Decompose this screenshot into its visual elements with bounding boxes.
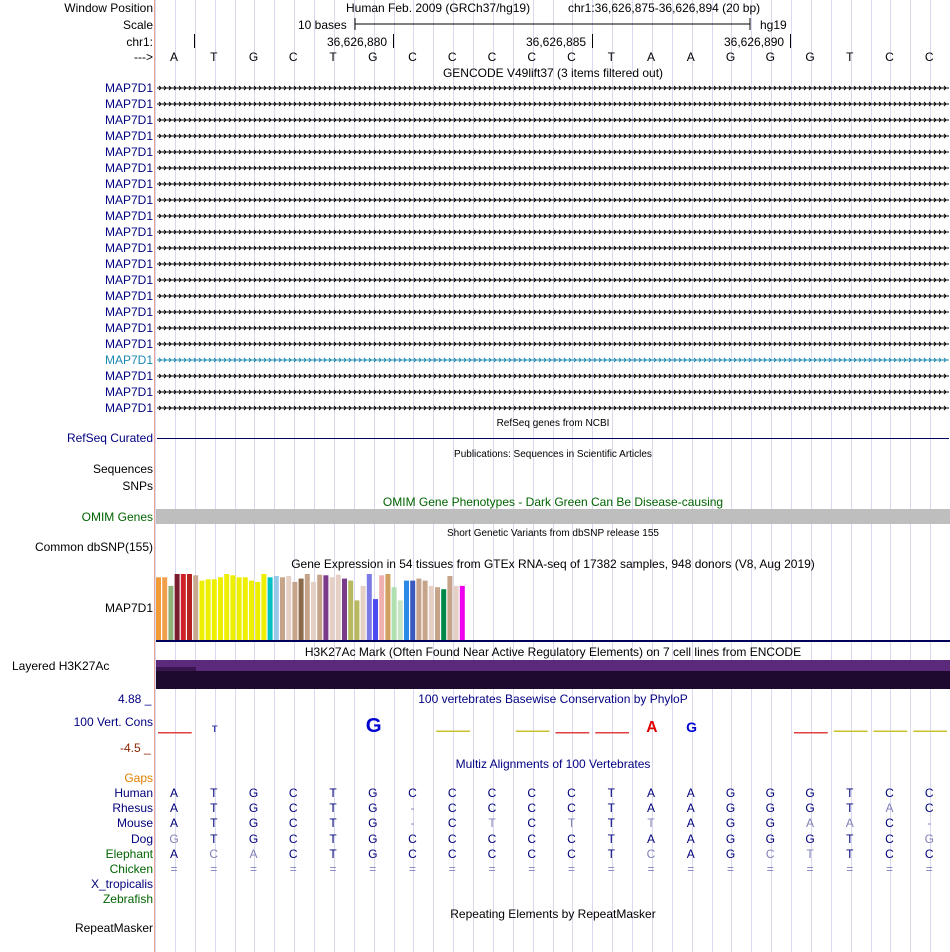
gtex-bar-37 [385, 574, 390, 640]
gtex-track-title[interactable]: Gene Expression in 54 tissues from GTEx RNA-seq of 17382 samples, 948 donors (V8, Aug 2019) [291, 557, 815, 571]
multiz-species-label[interactable]: Mouse [116, 816, 153, 831]
multiz-base: T [210, 801, 218, 816]
gencode-gene-model[interactable] [157, 353, 949, 367]
multiz-base: = [766, 862, 774, 876]
multiz-base: = [249, 862, 257, 876]
multiz-base: C [527, 831, 537, 846]
multiz-base: G [924, 831, 934, 846]
phylop-bar-7 [436, 731, 470, 733]
phylop-letter-13: G [686, 719, 698, 735]
ruler-tick-0 [194, 34, 195, 48]
phylop-bar-9 [516, 731, 550, 733]
gencode-gene-label[interactable]: MAP7D1 [104, 337, 153, 351]
omim-track-title[interactable]: OMIM Gene Phenotypes - Dark Green Can Be Disease-causing [382, 495, 724, 509]
chrom-label: chr1: [126, 35, 153, 49]
gtex-bar-13 [237, 577, 242, 640]
multiz-base: A [845, 816, 854, 831]
multiz-base: C [527, 801, 537, 816]
gtex-bar-40 [404, 581, 409, 640]
refseq-track-title[interactable]: RefSeq genes from NCBI [496, 418, 610, 429]
gtex-bar-4 [181, 574, 186, 640]
multiz-base: G [248, 786, 259, 800]
multiz-base: = [885, 862, 893, 876]
multiz-base: G [725, 801, 736, 816]
multiz-base: T [846, 801, 854, 816]
base-7: C [447, 50, 457, 64]
gencode-gene-label[interactable]: MAP7D1 [104, 225, 153, 239]
phylop-letter-12: A [646, 719, 658, 736]
gtex-bar-2 [168, 586, 173, 640]
multiz-base: = [607, 862, 615, 876]
multiz-base: T [607, 816, 615, 831]
multiz-base: G [805, 831, 815, 846]
multiz-base: A [169, 786, 178, 800]
multiz-base: A [686, 801, 695, 816]
multiz-base: G [248, 816, 259, 831]
ruler-tick-3 [790, 34, 791, 48]
multiz-base: T [329, 786, 337, 800]
position-text: chr1:36,626,875-36,626,894 (20 bp) [568, 1, 761, 15]
gencode-gene-label[interactable]: MAP7D1 [104, 385, 153, 399]
gtex-bar-1 [162, 577, 167, 640]
gencode-gene-model[interactable] [157, 113, 949, 127]
multiz-base: C [288, 816, 298, 831]
base-1: T [210, 50, 218, 64]
multiz-base: = [170, 862, 178, 876]
multiz-base: T [607, 846, 615, 861]
base-10: C [567, 50, 576, 64]
gencode-gene-label[interactable]: MAP7D1 [104, 321, 153, 335]
gtex-bar-chart[interactable] [156, 572, 950, 642]
multiz-base: C [924, 846, 934, 861]
multiz-base: C [885, 816, 894, 831]
multiz-base: A [169, 816, 178, 831]
gencode-gene-label[interactable]: MAP7D1 [104, 369, 153, 383]
gencode-gene-label[interactable]: MAP7D1 [104, 257, 153, 271]
gencode-gene-label[interactable]: MAP7D1 [104, 289, 153, 303]
multiz-base: C [408, 786, 417, 800]
snps-label[interactable]: SNPs [122, 479, 153, 493]
gencode-gene-label[interactable]: MAP7D1 [104, 177, 153, 191]
multiz-base: = [846, 862, 854, 876]
multiz-base: C [527, 786, 537, 800]
multiz-base: G [368, 831, 378, 846]
scale-label: Scale [122, 18, 153, 32]
multiz-base: A [805, 816, 814, 831]
gtex-bar-45 [435, 587, 440, 640]
multiz-base: T [607, 801, 615, 816]
multiz-species-label[interactable]: Human [114, 786, 153, 800]
multiz-base: T [567, 816, 576, 831]
phylop-bar-0 [158, 732, 192, 734]
gencode-gene-label[interactable]: MAP7D1 [104, 97, 153, 111]
multiz-base: G [248, 801, 259, 816]
phylop-bar-16 [794, 732, 828, 734]
gtex-bar-28 [330, 577, 335, 640]
gtex-bar-29 [336, 575, 341, 640]
gencode-gene-model[interactable] [157, 289, 949, 303]
base-11: T [607, 50, 615, 64]
gtex-bar-43 [423, 581, 428, 640]
multiz-base: A [686, 816, 695, 831]
gtex-bar-32 [354, 600, 359, 640]
gtex-bar-47 [447, 576, 452, 640]
gtex-gene-model [156, 640, 950, 642]
multiz-base: = [687, 862, 695, 876]
scale-bases: 10 bases [298, 18, 347, 32]
multiz-base: C [487, 801, 497, 816]
gtex-bar-24 [305, 574, 310, 640]
multiz-base: C [527, 816, 537, 831]
gtex-bar-39 [398, 600, 403, 640]
multiz-base: = [647, 862, 655, 876]
gtex-bar-21 [286, 576, 291, 640]
base-6: C [408, 50, 417, 64]
gtex-bar-11 [224, 574, 229, 640]
gencode-gene-model[interactable] [157, 193, 949, 207]
multiz-base: C [765, 846, 775, 861]
dbsnp-track-title[interactable]: Short Genetic Variants from dbSNP release 155 [447, 528, 659, 539]
cons-label[interactable]: 100 Vert. Cons [73, 715, 153, 729]
gencode-gene-model[interactable] [157, 337, 949, 351]
phylop-bar-17 [834, 731, 868, 733]
base-9: C [527, 50, 537, 64]
gencode-gene-model[interactable] [157, 369, 949, 383]
gencode-gene-model[interactable] [157, 225, 949, 239]
base-12: A [646, 50, 655, 64]
multiz-base: C [408, 831, 417, 846]
multiz-base: T [846, 846, 854, 861]
gtex-bar-49 [460, 586, 465, 640]
gtex-bar-6 [193, 575, 198, 640]
multiz-base: = [210, 862, 218, 876]
multiz-base: C [447, 801, 457, 816]
gtex-bar-8 [206, 579, 211, 640]
cons-min-label: -4.5 _ [120, 741, 151, 755]
multiz-species-label[interactable]: X_tropicalis [90, 877, 153, 892]
multiz-base: A [686, 846, 695, 861]
gtex-bar-16 [255, 582, 260, 640]
gencode-track-title[interactable]: GENCODE V49lift37 (3 items filtered out) [442, 66, 664, 80]
multiz-base: T [607, 831, 615, 846]
multiz-base: C [567, 786, 576, 800]
gencode-gene-label[interactable]: MAP7D1 [104, 305, 153, 319]
multiz-base: C [885, 846, 894, 861]
gtex-bar-12 [230, 575, 235, 640]
gtex-bar-34 [367, 574, 372, 640]
gencode-gene-model[interactable] [157, 257, 949, 271]
gaps-label[interactable]: Gaps [124, 771, 153, 785]
gtex-bar-36 [379, 575, 384, 640]
phylop-plot[interactable] [156, 706, 950, 756]
gtex-bar-31 [348, 581, 353, 640]
multiz-base: C [447, 831, 457, 846]
base-8: C [487, 50, 497, 64]
refseq-gene-line[interactable] [157, 438, 949, 439]
multiz-species-label[interactable]: Rhesus [112, 801, 153, 816]
phylop-bar-18 [874, 731, 908, 733]
gencode-gene-label[interactable]: MAP7D1 [104, 129, 153, 143]
multiz-base: G [725, 786, 736, 800]
multiz-base: C [924, 786, 934, 800]
gtex-bar-5 [187, 574, 192, 640]
multiz-base: = [806, 862, 814, 876]
multiz-base: T [329, 816, 337, 831]
gtex-bar-30 [342, 579, 347, 640]
multiz-base: T [210, 831, 218, 846]
multiz-base: G [725, 846, 736, 861]
cons-max-label: 4.88 _ [118, 692, 152, 706]
multiz-base: T [806, 846, 814, 861]
base-4: T [329, 50, 337, 64]
multiz-base: C [567, 831, 576, 846]
multiz-base: - [927, 816, 932, 831]
gtex-bar-18 [268, 577, 273, 640]
multiz-base: C [567, 846, 576, 861]
refseq-label[interactable]: RefSeq Curated [66, 431, 153, 445]
multiz-base: A [686, 831, 695, 846]
multiz-base: T [329, 801, 337, 816]
gencode-gene-model[interactable] [157, 97, 949, 111]
multiz-base: C [527, 846, 537, 861]
gencode-gene-model[interactable] [157, 177, 949, 191]
multiz-base: = [726, 862, 734, 876]
gencode-gene-label[interactable]: MAP7D1 [104, 353, 153, 367]
base-13: A [686, 50, 695, 64]
gtex-bar-26 [317, 575, 322, 640]
multiz-base: G [805, 786, 815, 800]
multiz-base: A [646, 801, 655, 816]
phylop-track-title[interactable]: 100 vertebrates Basewise Conservation by PhyloP [418, 692, 688, 706]
gencode-gene-model[interactable] [157, 81, 949, 95]
publications-track-title[interactable]: Publications: Sequences in Scientific Articles [454, 449, 652, 460]
gtex-bar-35 [373, 599, 378, 640]
common-dbsnp-label[interactable]: Common dbSNP(155) [34, 540, 153, 554]
base-2: G [248, 50, 259, 64]
multiz-base: T [210, 816, 218, 831]
gencode-gene-model[interactable] [157, 273, 949, 287]
multiz-base: G [368, 816, 378, 831]
multiz-base: C [487, 786, 497, 800]
h3k27ac-signal[interactable] [156, 660, 950, 689]
gtex-bar-27 [323, 575, 328, 640]
multiz-base: G [765, 816, 775, 831]
gencode-gene-model[interactable] [157, 305, 949, 319]
multiz-base: = [329, 862, 337, 876]
phylop-letter-5: G [365, 715, 382, 737]
omim-gene-bar[interactable] [156, 509, 950, 524]
gtex-bar-9 [212, 579, 217, 640]
multiz-base: A [169, 801, 178, 816]
gencode-gene-label[interactable]: MAP7D1 [104, 401, 153, 415]
multiz-base: = [448, 862, 456, 876]
multiz-base: C [924, 801, 934, 816]
gtex-bar-48 [454, 586, 459, 640]
multiz-base: C [447, 816, 457, 831]
gtex-bar-25 [311, 582, 316, 640]
multiz-base: G [368, 786, 378, 800]
gtex-bar-46 [441, 589, 446, 640]
scale-bar [354, 17, 754, 31]
gencode-gene-model[interactable] [157, 129, 949, 143]
gencode-gene-model[interactable] [157, 241, 949, 255]
gencode-gene-model[interactable] [157, 161, 949, 175]
strand-label: ---> [134, 50, 153, 64]
gencode-gene-label[interactable]: MAP7D1 [104, 193, 153, 207]
assembly-name: Human Feb. 2009 (GRCh37/hg19) [346, 1, 531, 15]
base-14: G [725, 50, 736, 64]
gtex-gene-label[interactable]: MAP7D1 [104, 601, 153, 615]
multiz-base: - [410, 816, 415, 831]
gencode-gene-model[interactable] [157, 385, 949, 399]
multiz-base: C [288, 846, 298, 861]
gtex-bar-3 [175, 574, 180, 640]
multiz-base: C [487, 846, 497, 861]
h3k27ac-label[interactable]: Layered H3K27Ac [12, 659, 110, 673]
multiz-base: C [288, 801, 298, 816]
gencode-gene-label[interactable]: MAP7D1 [104, 113, 153, 127]
multiz-base: C [288, 786, 298, 800]
multiz-base: T [210, 786, 218, 800]
ruler-tick-2 [592, 34, 593, 48]
gtex-bar-20 [280, 577, 285, 640]
multiz-base: - [410, 801, 415, 816]
gtex-bar-19 [274, 576, 279, 640]
multiz-base: A [686, 786, 695, 800]
gtex-bar-23 [299, 579, 304, 640]
gencode-gene-model[interactable] [157, 401, 949, 415]
multiz-base: C [408, 846, 417, 861]
h3k27ac-track-title[interactable]: H3K27Ac Mark (Often Found Near Active Regulatory Elements) on 7 cell lines from ENCODE [304, 645, 802, 659]
multiz-species-label[interactable]: Zebrafish [102, 892, 153, 907]
multiz-base: G [765, 801, 775, 816]
window-position-label: Window Position [64, 1, 153, 15]
multiz-base: A [646, 831, 655, 846]
multiz-base: C [447, 786, 457, 800]
base-19: C [924, 50, 934, 64]
gtex-bar-10 [218, 577, 223, 640]
multiz-base: C [885, 786, 894, 800]
multiz-base: C [646, 846, 656, 861]
phylop-letter-1: T [211, 724, 218, 734]
multiz-base: T [647, 816, 655, 831]
multiz-base: G [368, 801, 378, 816]
multiz-base: = [567, 862, 575, 876]
base-17: T [846, 50, 854, 64]
gtex-bar-42 [416, 579, 421, 640]
gencode-gene-model[interactable] [157, 321, 949, 335]
multiz-base: G [725, 831, 736, 846]
multiz-base: G [765, 786, 775, 800]
multiz-base: T [846, 831, 854, 846]
base-18: C [885, 50, 894, 64]
multiz-species-label[interactable]: Chicken [109, 862, 153, 876]
gencode-gene-label[interactable]: MAP7D1 [104, 273, 153, 287]
multiz-base: C [567, 801, 576, 816]
h3k27ac-dark-layer [156, 671, 950, 689]
gencode-gene-label[interactable]: MAP7D1 [104, 161, 153, 175]
multiz-base: G [368, 846, 378, 861]
multiz-base: G [169, 831, 179, 846]
base-5: G [368, 50, 378, 64]
multiz-base: C [487, 831, 497, 846]
repeatmasker-label[interactable]: RepeatMasker [74, 921, 153, 935]
multiz-base: G [765, 831, 775, 846]
base-3: C [288, 50, 298, 64]
gtex-bar-41 [410, 581, 415, 640]
gencode-gene-label[interactable]: MAP7D1 [104, 81, 153, 95]
omim-label[interactable]: OMIM Genes [81, 510, 153, 524]
multiz-base: T [488, 816, 496, 831]
multiz-base: = [369, 862, 377, 876]
multiz-base: T [846, 786, 854, 800]
multiz-base: = [408, 862, 416, 876]
gtex-bar-7 [199, 581, 204, 640]
db-label: hg19 [760, 18, 787, 32]
h3k27ac-peak [156, 667, 196, 671]
gtex-bar-14 [243, 577, 248, 640]
multiz-base: T [329, 846, 337, 861]
multiz-base: G [248, 831, 259, 846]
multiz-base: C [447, 846, 457, 861]
gencode-gene-label[interactable]: MAP7D1 [104, 209, 153, 223]
multiz-base: T [607, 786, 615, 800]
ruler-tick-label-2: 36,626,885 [526, 35, 587, 49]
phylop-bar-19 [913, 731, 947, 733]
multiz-base: A [885, 801, 894, 816]
gencode-gene-label[interactable]: MAP7D1 [104, 145, 153, 159]
multiz-base: = [925, 862, 933, 876]
multiz-base: C [885, 831, 894, 846]
multiz-base: C [209, 846, 219, 861]
gtex-bar-44 [429, 586, 434, 640]
multiz-base: = [289, 862, 297, 876]
gencode-gene-model[interactable] [157, 209, 949, 223]
ruler-tick-label-3: 36,626,890 [724, 35, 785, 49]
multiz-base: G [805, 801, 815, 816]
repeatmasker-track-title[interactable]: Repeating Elements by RepeatMasker [450, 907, 656, 921]
gencode-gene-model[interactable] [157, 145, 949, 159]
phylop-bar-11 [595, 732, 629, 734]
multiz-base: A [646, 786, 655, 800]
multiz-base: = [488, 862, 496, 876]
ruler-tick-1 [393, 34, 394, 48]
base-15: G [765, 50, 775, 64]
gtex-bar-22 [292, 582, 297, 640]
multiz-base: A [169, 846, 178, 861]
multiz-base: = [528, 862, 536, 876]
multiz-species-label[interactable]: Elephant [105, 846, 153, 861]
base-16: G [805, 50, 815, 64]
gtex-bar-38 [392, 587, 397, 640]
gtex-bar-0 [156, 577, 161, 640]
gtex-bar-15 [249, 581, 254, 640]
multiz-base: A [249, 846, 258, 861]
gtex-bar-17 [261, 574, 266, 640]
multiz-species-label[interactable]: Dog [130, 831, 153, 846]
base-0: A [169, 50, 178, 64]
multiz-base: G [725, 816, 736, 831]
sequences-label[interactable]: Sequences [92, 462, 153, 476]
multiz-track-title[interactable]: Multiz Alignments of 100 Vertebrates [455, 757, 651, 771]
multiz-base: C [288, 831, 298, 846]
ruler-tick-label-1: 36,626,880 [327, 35, 388, 49]
phylop-bar-10 [556, 732, 590, 734]
gencode-gene-label[interactable]: MAP7D1 [104, 241, 153, 255]
multiz-base: T [329, 831, 337, 846]
gtex-bar-33 [361, 586, 366, 640]
